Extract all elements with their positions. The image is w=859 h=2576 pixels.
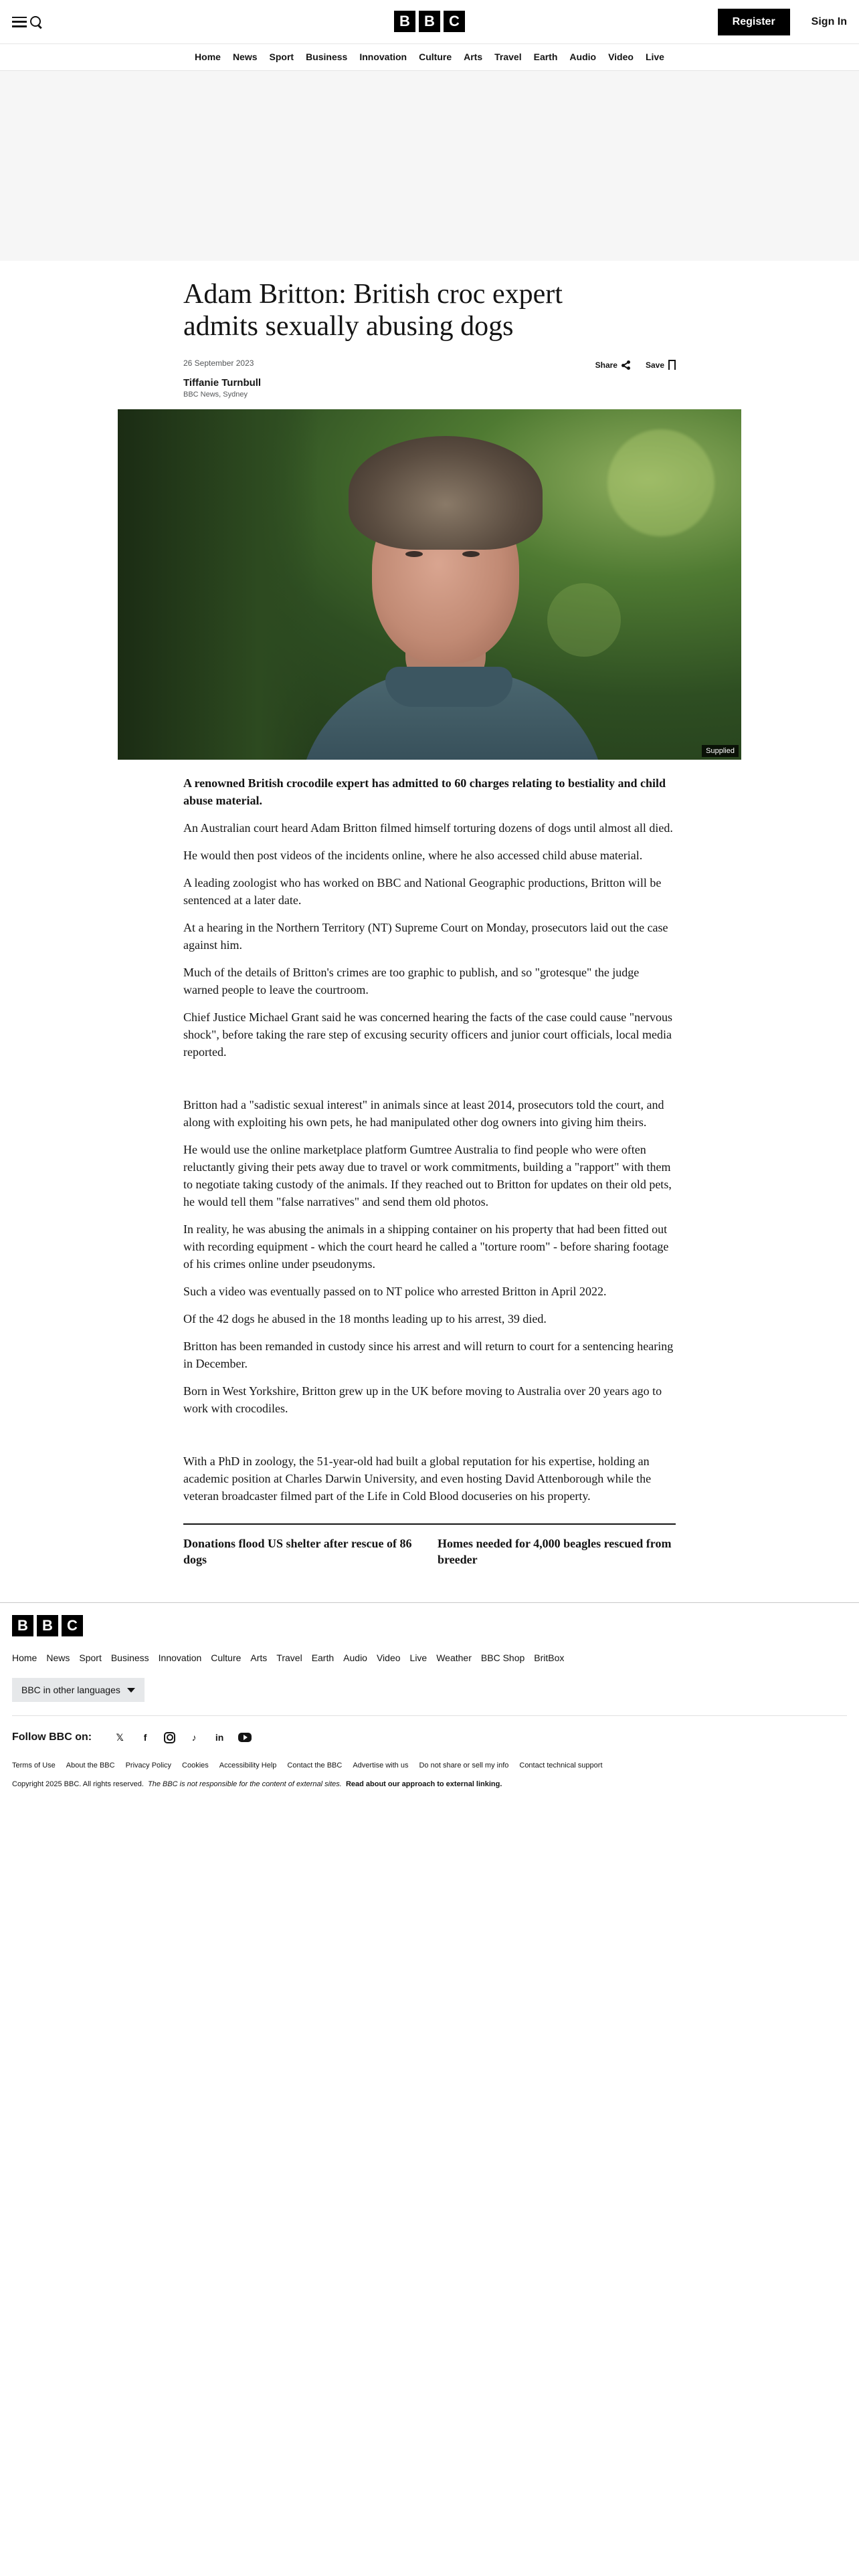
register-button[interactable]: Register bbox=[718, 9, 790, 35]
nav-item-audio[interactable]: Audio bbox=[569, 51, 597, 62]
menu-icon[interactable] bbox=[12, 17, 27, 27]
legal-link[interactable]: Accessibility Help bbox=[219, 1761, 277, 1769]
footer-divider bbox=[12, 1715, 847, 1716]
legal-link[interactable]: Terms of Use bbox=[12, 1761, 56, 1769]
paragraph: At a hearing in the Northern Territory (NT) Supreme Court on Monday, prosecutors laid out the case against him. bbox=[183, 921, 668, 952]
menu-search-group bbox=[12, 15, 43, 29]
bookmark-icon bbox=[668, 360, 676, 370]
languages-label: BBC in other languages bbox=[21, 1685, 120, 1695]
copyright-text: Copyright 2025 BBC. All rights reserved. bbox=[12, 1780, 144, 1788]
nav-item-travel[interactable]: Travel bbox=[494, 51, 522, 62]
paragraph: In reality, he was abusing the animals in a shipping container on his property that had been fitted out with recording equipment - which the court heard he called a "torture room" - before sharing footage of his crimes online under pseudonyms. bbox=[183, 1222, 669, 1271]
article-headline: Adam Britton: British croc expert admits sexually abusing dogs bbox=[183, 279, 563, 342]
main-nav bbox=[0, 44, 859, 71]
byline bbox=[183, 377, 261, 399]
footer-nav-item[interactable]: Travel bbox=[276, 1652, 302, 1663]
nav-item-video[interactable]: Video bbox=[608, 51, 634, 62]
bbc-logo[interactable] bbox=[394, 11, 465, 32]
article-header bbox=[183, 261, 676, 399]
author-role: BBC News, Sydney bbox=[183, 391, 248, 399]
external-link[interactable]: Read about our approach to external linking. bbox=[345, 1780, 502, 1788]
article-date: 26 September 2023 bbox=[183, 358, 254, 368]
search-icon[interactable] bbox=[29, 15, 43, 29]
footer-nav-item[interactable]: BBC Shop bbox=[480, 1652, 525, 1663]
footer-nav-item[interactable]: BritBox bbox=[534, 1652, 565, 1663]
languages-dropdown[interactable] bbox=[12, 1678, 145, 1702]
paragraph: Much of the details of Britton's crimes are too graphic to publish, and so "grotesque" the judge warned people to leave the courtroom. bbox=[183, 966, 640, 996]
top-bar bbox=[0, 0, 859, 44]
x-icon[interactable]: 𝕏 bbox=[116, 1731, 124, 1743]
paragraph: Britton had a "sadistic sexual interest" in animals since at least 2014, prosecutors told the court, and along with exploiting his own pets, he had manipulated other dog owners into giving him theirs. bbox=[183, 1098, 664, 1129]
logo-letter: B bbox=[12, 1615, 33, 1636]
nav-item-news[interactable]: News bbox=[232, 51, 258, 62]
paragraph: A leading zoologist who has worked on BBC and National Geographic productions, Britton will be sentenced at a later date. bbox=[183, 876, 662, 907]
nav-item-home[interactable]: Home bbox=[195, 51, 221, 62]
share-icon bbox=[622, 360, 631, 370]
nav-item-business[interactable]: Business bbox=[306, 51, 348, 62]
author-name: Tiffanie Turnbull bbox=[183, 377, 262, 389]
legal-links bbox=[12, 1761, 847, 1769]
legal-link[interactable]: Contact the BBC bbox=[287, 1761, 343, 1769]
tiktok-icon[interactable]: ♪ bbox=[191, 1732, 197, 1743]
paragraph: Born in West Yorkshire, Britton grew up in the UK before moving to Australia over 20 years ago to work with crocodiles. bbox=[183, 1384, 662, 1415]
paragraph: Such a video was eventually passed on to NT police who arrested Britton in April 2022. bbox=[183, 1285, 607, 1298]
youtube-icon[interactable] bbox=[238, 1733, 252, 1742]
footer-nav-item[interactable]: Business bbox=[110, 1652, 149, 1663]
footer-nav-item[interactable]: Sport bbox=[79, 1652, 102, 1663]
footer-nav-item[interactable]: Arts bbox=[250, 1652, 268, 1663]
hero-image bbox=[118, 409, 741, 760]
external-note: The BBC is not responsible for the content of external sites. bbox=[148, 1780, 342, 1788]
legal-link[interactable]: Privacy Policy bbox=[125, 1761, 172, 1769]
paragraph: With a PhD in zoology, the 51-year-old had built a global reputation for his expertise, holding an academic position at Charles Darwin University, and even hosting David Attenborough while the veteran broadcaster filmed part of the Life in Cold Blood docuseries on his property. bbox=[183, 1455, 652, 1503]
nav-item-arts[interactable]: Arts bbox=[464, 51, 483, 62]
footer-nav bbox=[12, 1652, 847, 1663]
legal-link[interactable]: Advertise with us bbox=[353, 1761, 409, 1769]
linkedin-icon[interactable]: in bbox=[215, 1732, 224, 1743]
follow-label: Follow BBC on: bbox=[12, 1731, 92, 1743]
nav-item-culture[interactable]: Culture bbox=[419, 51, 452, 62]
copyright bbox=[12, 1780, 847, 1788]
chevron-down-icon bbox=[127, 1688, 135, 1693]
nav-item-innovation[interactable]: Innovation bbox=[359, 51, 407, 62]
legal-link[interactable]: About the BBC bbox=[66, 1761, 115, 1769]
advert-placeholder bbox=[0, 71, 859, 261]
paragraph: Britton has been remanded in custody since his arrest and will return to court for a sentencing hearing in December. bbox=[183, 1339, 674, 1370]
footer-nav-item[interactable]: Innovation bbox=[158, 1652, 202, 1663]
image-credit: Supplied bbox=[702, 745, 739, 757]
footer-nav-item[interactable]: Weather bbox=[436, 1652, 472, 1663]
sign-in-link[interactable]: Sign In bbox=[811, 15, 847, 27]
article-body bbox=[183, 774, 676, 1505]
article-meta bbox=[183, 358, 676, 399]
share-label: Share bbox=[595, 360, 617, 370]
related-story-link[interactable]: Homes needed for 4,000 beagles rescued from breeder bbox=[438, 1537, 672, 1566]
logo-letter: B bbox=[394, 11, 415, 32]
footer bbox=[0, 1602, 859, 1788]
footer-nav-item[interactable]: Culture bbox=[211, 1652, 242, 1663]
related-stories bbox=[183, 1523, 676, 1568]
share-button[interactable] bbox=[595, 360, 631, 370]
logo-letter: B bbox=[419, 11, 440, 32]
footer-nav-item[interactable]: Video bbox=[376, 1652, 401, 1663]
logo-letter: C bbox=[444, 11, 465, 32]
instagram-icon[interactable] bbox=[164, 1732, 175, 1743]
footer-nav-item[interactable]: Home bbox=[12, 1652, 37, 1663]
legal-link[interactable]: Cookies bbox=[182, 1761, 209, 1769]
paragraph: Chief Justice Michael Grant said he was concerned hearing the facts of the case could cause "nervous shock", before taking the rare step of excusing security officers and junior court officials, local media reported. bbox=[183, 1010, 673, 1059]
legal-link[interactable]: Do not share or sell my info bbox=[419, 1761, 509, 1769]
logo-letter: C bbox=[62, 1615, 83, 1636]
footer-nav-item[interactable]: Earth bbox=[311, 1652, 335, 1663]
nav-item-sport[interactable]: Sport bbox=[269, 51, 294, 62]
article-actions bbox=[595, 360, 676, 370]
paragraph: An Australian court heard Adam Britton filmed himself torturing dozens of dogs until almost all died. bbox=[183, 821, 673, 835]
footer-nav-item[interactable]: Audio bbox=[343, 1652, 367, 1663]
follow-row bbox=[12, 1731, 847, 1744]
nav-item-earth[interactable]: Earth bbox=[533, 51, 558, 62]
footer-nav-item[interactable]: Live bbox=[409, 1652, 427, 1663]
save-label: Save bbox=[645, 360, 664, 370]
legal-link[interactable]: Contact technical support bbox=[519, 1761, 603, 1769]
related-story-link[interactable]: Donations flood US shelter after rescue of 86 dogs bbox=[183, 1537, 412, 1566]
logo-letter: B bbox=[37, 1615, 58, 1636]
paragraph: He would use the online marketplace platform Gumtree Australia to find people who were often reluctantly giving their pets away due to travel or work commitments, building a "rapport" with them to negotiate taking custody of the animals. If they reached out to Britton for updates on their old pets, he would tell them "false narratives" and send them old photos. bbox=[183, 1143, 672, 1208]
save-button[interactable] bbox=[646, 360, 676, 370]
facebook-icon[interactable]: f bbox=[143, 1732, 147, 1743]
nav-item-live[interactable]: Live bbox=[645, 51, 664, 62]
date-byline bbox=[183, 358, 261, 399]
paragraph: He would then post videos of the incidents online, where he also accessed child abuse material. bbox=[183, 849, 643, 862]
auth-group bbox=[718, 9, 847, 35]
footer-nav-item[interactable]: News bbox=[46, 1652, 70, 1663]
footer-bbc-logo[interactable] bbox=[12, 1615, 847, 1636]
lead-paragraph: A renowned British crocodile expert has admitted to 60 charges relating to bestiality and child abuse material. bbox=[183, 776, 666, 807]
paragraph: Of the 42 dogs he abused in the 18 months leading up to his arrest, 39 died. bbox=[183, 1312, 547, 1325]
